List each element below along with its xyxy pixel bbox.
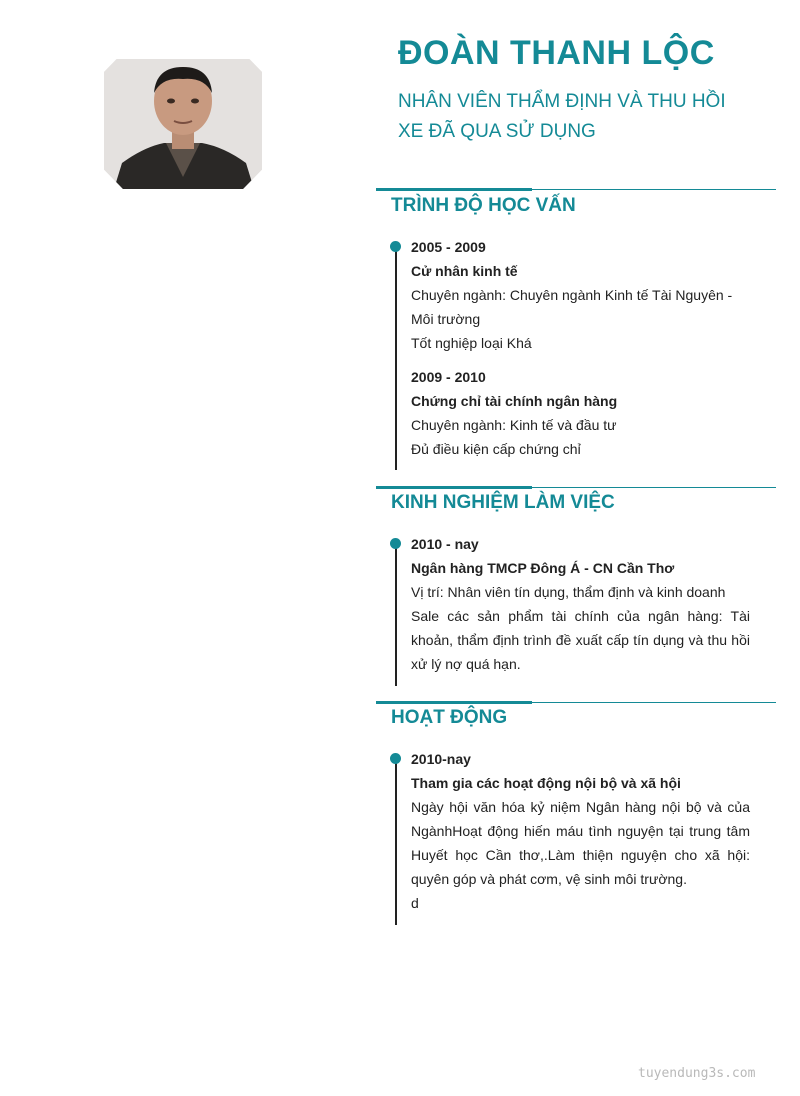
entry-line: Ngày hội văn hóa kỷ niệm Ngân hàng nội bộ và của NgànhHoạt động hiến máu tình nguyện tại trung tâm Huyết học Cần thơ,.Làm thiện nguyện cho xã hội: quyên góp và phát cơm, vệ sinh môi trường. <box>411 799 750 887</box>
entry-line: Tốt nghiệp loại Khá <box>411 335 532 351</box>
activities-timeline <box>395 757 397 925</box>
entry-period: 2005 - 2009 <box>411 239 486 255</box>
candidate-name: ĐOÀN THANH LỘC <box>398 34 715 72</box>
entry-line: Sale các sản phẩm tài chính của ngân hàng: Tài khoản, thẩm định trình đề xuất cấp tín dụng và thu hồi xử lý nợ quá hạn. <box>411 608 750 672</box>
timeline-dot <box>390 241 401 252</box>
entry-name: Tham gia các hoạt động nội bộ và xã hội <box>411 775 681 791</box>
education-timeline <box>395 245 397 470</box>
entry-line: Đủ điều kiện cấp chứng chỉ <box>411 441 581 457</box>
entry-period: 2010 - nay <box>411 536 479 552</box>
entry-line: Chuyên ngành: Chuyên ngành Kinh tế Tài Nguyên -Môi trường <box>411 287 733 327</box>
experience-heading: KINH NGHIỆM LÀM VIỆC <box>391 492 615 513</box>
section-divider <box>376 189 776 190</box>
entry-name: Cử nhân kinh tế <box>411 263 518 279</box>
entry-period: 2010-nay <box>411 751 471 767</box>
person-portrait-icon <box>104 59 262 189</box>
experience-entry <box>411 532 750 676</box>
job-title: NHÂN VIÊN THẨM ĐỊNH VÀ THU HỒI XE ĐÃ QUA SỬ DỤNG <box>398 91 726 142</box>
entry-period: 2009 - 2010 <box>411 369 486 385</box>
education-heading: TRÌNH ĐỘ HỌC VẤN <box>391 195 576 216</box>
entry-line: d <box>411 895 419 911</box>
education-entry <box>411 365 750 461</box>
site-watermark: tuyendung3s.com <box>638 1066 756 1081</box>
activity-entry <box>411 747 750 915</box>
education-entry <box>411 235 750 355</box>
activities-heading: HOẠT ĐỘNG <box>391 707 508 728</box>
entry-line: Chuyên ngành: Kinh tế và đầu tư <box>411 417 617 433</box>
entry-line: Vị trí: Nhân viên tín dụng, thẩm định và kinh doanh <box>411 584 726 600</box>
experience-timeline <box>395 542 397 686</box>
timeline-dot <box>390 753 401 764</box>
section-divider <box>376 702 776 703</box>
entry-name: Chứng chỉ tài chính ngân hàng <box>411 393 618 409</box>
profile-photo <box>104 59 262 189</box>
entry-name: Ngân hàng TMCP Đông Á - CN Cần Thơ <box>411 560 675 576</box>
timeline-dot <box>390 538 401 549</box>
section-divider <box>376 487 776 488</box>
